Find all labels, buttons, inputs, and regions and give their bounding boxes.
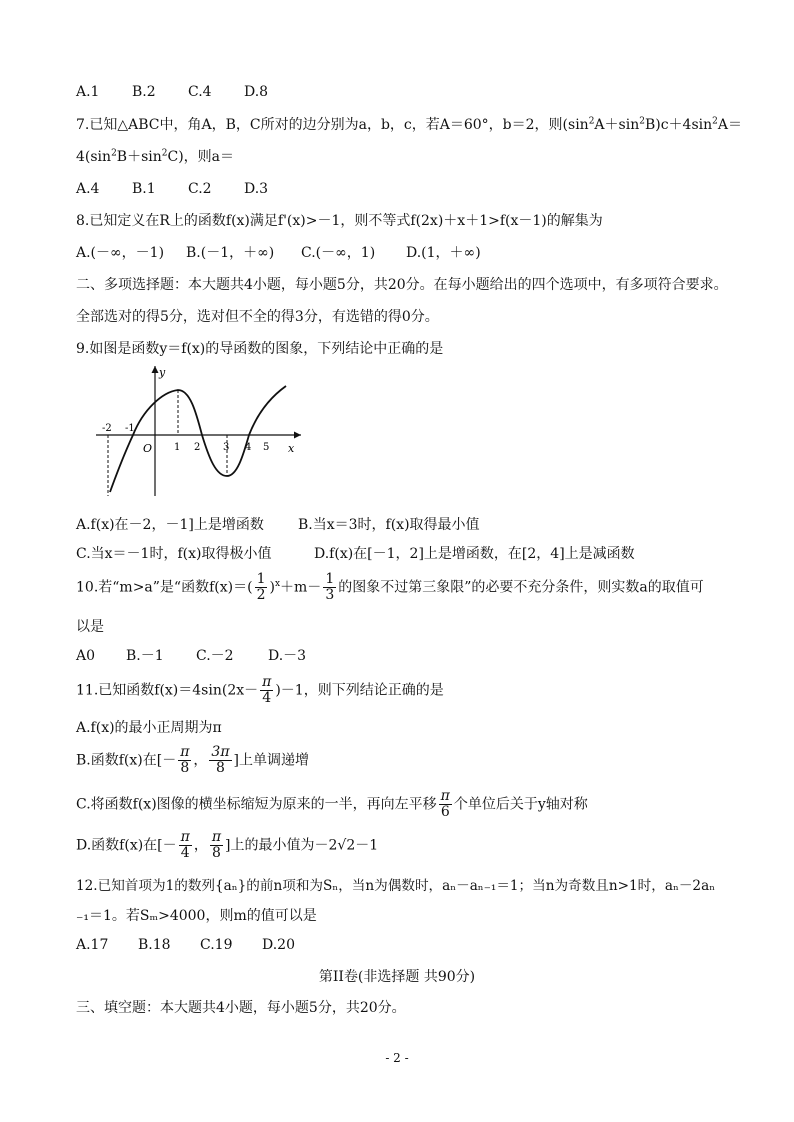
q8-options xyxy=(76,244,481,262)
q10-option-c: C.－2 xyxy=(196,648,234,664)
part2-title: 第II卷(非选择题 共90分) xyxy=(318,969,476,985)
section3-instructions: 三、填空题：本大题共4小题，每小题5分，共20分。 xyxy=(76,1000,406,1016)
q6-option-c: C.4 xyxy=(188,84,212,100)
q10-option-a: A0 xyxy=(76,648,96,664)
q9-option-b: B.当x＝3时，f(x)取得最小值 xyxy=(298,517,480,533)
q12-option-a: A.17 xyxy=(76,937,109,953)
q9-options-row1 xyxy=(76,516,480,534)
q9-option-d: D.f(x)在[－1，2]上是增函数，在[2，4]上是减函数 xyxy=(314,546,635,562)
q11-stem: 11.已知函数f(x)＝4sin(2x－ $\frac{\pi}{4}$ )－1，则下列结论正确的是 xyxy=(76,674,444,706)
q11-option-d: D.函数f(x)在[－ $\frac{\pi}{4}$ ， $\frac{\pi}{8}$ ]上的最小值为－2√2－1 xyxy=(76,829,379,861)
section2-instructions-line1: 二、多项选择题：本大题共4小题，每小题5分，共20分。在每小题给出的四个选项中，有多项符合要求。 xyxy=(76,277,728,293)
q7-option-c: C.2 xyxy=(188,181,212,197)
q7-option-d: D.3 xyxy=(244,181,269,197)
q7-option-a: A.4 xyxy=(76,181,100,197)
q6-options xyxy=(76,83,268,101)
tick-label-2: 2 xyxy=(194,442,201,453)
derivative-curve xyxy=(110,386,286,492)
q8-option-d: D.(1，＋∞) xyxy=(406,245,481,261)
q10-fraction-1-3: $\frac{1}{3}$ xyxy=(325,571,335,603)
tick-label-5: 5 xyxy=(263,442,270,453)
q9-option-c: C.当x＝－1时，f(x)取得极小值 xyxy=(76,546,272,562)
q10-options xyxy=(76,647,306,665)
tick-label-neg2: -2 xyxy=(102,423,112,434)
section2-instructions-line2: 全部选对的得5分，选对但不全的得3分，有选错的得0分。 xyxy=(76,309,439,325)
q8-option-a: A.(－∞，－1) xyxy=(76,245,165,261)
q11-option-b: B.函数f(x)在[－ $\frac{\pi}{8}$ ， $\frac{3\pi}{8}$ ]上单调递增 xyxy=(76,744,309,776)
q11-option-c: C.将函数f(x)图像的横坐标缩短为原来的一半，再向左平移 $\frac{\pi}{6}$ 个单位后关于y轴对称 xyxy=(76,788,588,820)
q12-option-d: D.20 xyxy=(262,937,295,953)
q12-option-c: C.19 xyxy=(200,937,233,953)
q6-option-b: B.2 xyxy=(132,84,156,100)
q9-stem: 9.如图是函数y＝f(x)的导函数的图象，下列结论中正确的是 xyxy=(76,341,444,357)
q10-option-b: B.－1 xyxy=(126,648,164,664)
q6-option-d: D.8 xyxy=(244,84,269,100)
tick-label-3: 3 xyxy=(223,442,230,453)
q7-stem-line1: 7.已知△ABC中，角A，B，C所对的边分别为a，b，c，若A＝60°，b＝2，则$(\sin^2A+\sin^2B)c+4\sin^2A=$ xyxy=(76,116,742,133)
sqrt-2: √2 xyxy=(337,837,356,854)
q10-option-d: D.－3 xyxy=(268,648,307,664)
q7-options xyxy=(76,180,268,198)
q12-options xyxy=(76,936,295,954)
q9-derivative-graph xyxy=(96,360,316,500)
q6-option-a: A.1 xyxy=(76,84,100,100)
q7-option-b: B.1 xyxy=(132,181,156,197)
q10-stem-line1: 10.若“m>a”是“函数f(x)＝( $\frac{1}{2}$ )$^x$＋m－ $\frac{1}{3}$ 的图象不过第三象限”的必要不充分条件，则实数a的取值可 xyxy=(76,571,704,603)
q10-stem-line2: 以是 xyxy=(76,619,104,635)
q8-option-c: C.(－∞，1) xyxy=(301,245,376,261)
tick-label-neg1: -1 xyxy=(125,423,135,434)
origin-label: O xyxy=(143,442,153,455)
q7-stem-line2: $4(\sin^2B+\sin^2C)$，则a＝ xyxy=(76,148,235,165)
x-axis-label: x xyxy=(288,442,295,455)
q8-stem: 8.已知定义在R上的函数f(x)满足f'(x)>－1，则不等式f(2x)＋x＋1>f(x－1)的解集为 xyxy=(76,213,603,229)
q12-stem-line2: ₋₁＝1。若Sₘ>4000，则m的值可以是 xyxy=(76,908,317,924)
q8-option-b: B.(－1，＋∞) xyxy=(186,245,275,261)
tick-label-1: 1 xyxy=(174,442,181,453)
q12-stem-line1: 12.已知首项为1的数列{aₙ}的前n项和为Sₙ，当n为偶数时，aₙ－aₙ₋₁＝1；当n为奇数且n>1时，aₙ－2aₙ xyxy=(76,878,716,894)
q10-fraction-1-2: $\frac{1}{2}$ xyxy=(256,571,266,603)
q9-option-a: A.f(x)在－2，－1]上是增函数 xyxy=(76,517,264,533)
page-number: - 2 - xyxy=(385,1051,409,1065)
y-axis-label: y xyxy=(159,366,166,379)
tick-label-4: 4 xyxy=(245,442,252,453)
q9-options-row2 xyxy=(76,545,635,563)
q11-option-a: A.f(x)的最小正周期为π xyxy=(76,720,222,736)
q12-option-b: B.18 xyxy=(138,937,171,953)
